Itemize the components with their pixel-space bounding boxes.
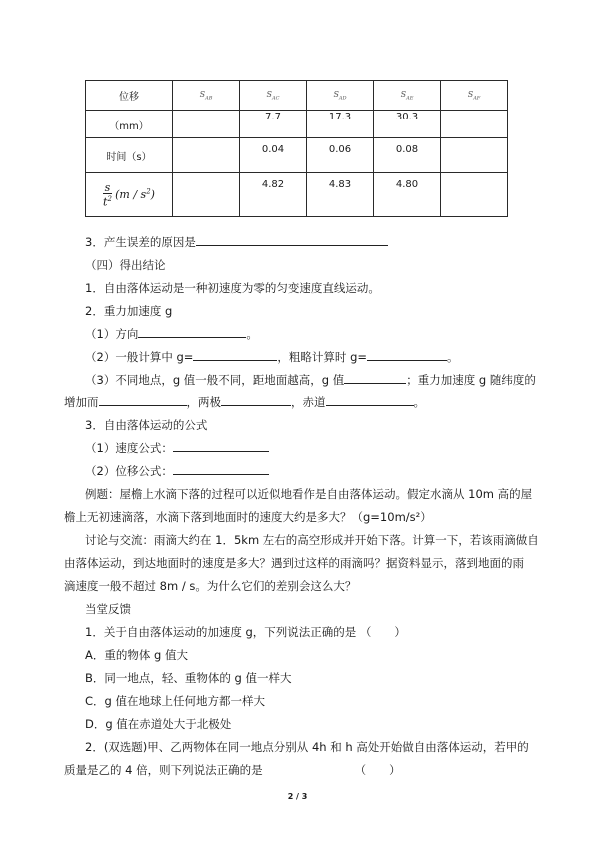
answer-blank xyxy=(326,394,414,406)
symbol-cell: $S_{AD}$ xyxy=(307,81,374,111)
answer-blank xyxy=(193,349,277,361)
option-a: A．重的物体 g 值大 xyxy=(85,648,188,662)
formula-heading: 3．自由落体运动的公式 xyxy=(85,418,208,432)
section-heading: （四）得出结论 xyxy=(85,258,166,272)
symbol-cell: $S_{AB}$ xyxy=(173,81,240,111)
option-c: C．g 值在地球上任何地方都一样大 xyxy=(85,694,265,708)
question-2-line-2: 质量是乙的 4 倍，则下列说法正确的是 （ ） xyxy=(64,763,401,777)
feedback-heading: 当堂反馈 xyxy=(85,602,131,616)
conclusion-2-heading: 2．重力加速度 g xyxy=(85,304,173,318)
empty-cell xyxy=(173,173,240,217)
answer-blank xyxy=(344,372,406,384)
empty-cell xyxy=(173,111,240,138)
displacement-label: 位移 xyxy=(86,81,173,111)
conclusion-1: 1．自由落体运动是一种初速度为零的匀变速度直线运动。 xyxy=(85,281,380,295)
symbol-cell: $S_{AC}$ xyxy=(240,81,307,111)
symbol-cell: $S_{AF}$ xyxy=(441,81,508,111)
ratio-label xyxy=(86,173,173,217)
answer-blank xyxy=(367,349,447,361)
option-b: B．同一地点，轻、重物体的 g 值一样大 xyxy=(85,671,292,685)
empty-cell xyxy=(441,173,508,217)
ratio-unit: $(m / s^2)$ xyxy=(115,187,155,202)
empty-cell xyxy=(441,111,508,138)
time-cell: 0.06 xyxy=(307,138,374,173)
g-variation-line: （3）不同地点，g 值一般不同，距地面越高，g 值 ；重力加速度 g 随纬度的 xyxy=(85,373,536,387)
example-line-2: 檐上无初速滴落，水滴下落到地面时的速度大约是多大？（g=10m/s²） xyxy=(64,510,432,524)
answer-blank xyxy=(221,394,291,406)
discussion-line-1: 讨论与交流：雨滴大约在 1．5km 左右的高空形成并开始下落。计算一下，若该雨滴做自 xyxy=(85,533,539,547)
discussion-line-3: 滴速度一般不超过 8m / s。为什么它们的差别会这么大？ xyxy=(64,579,357,593)
velocity-formula-line: （1）速度公式： xyxy=(85,440,269,456)
time-label: 时间（s） xyxy=(86,138,173,173)
answer-blank xyxy=(173,463,269,475)
displacement-cell: 7.7 xyxy=(240,111,307,138)
answer-blank xyxy=(138,326,246,338)
error-cause-line: 3．产生误差的原因是 xyxy=(85,234,388,250)
example-line-1: 例题：屋檐上水滴下落的过程可以近似地看作是自由落体运动。假定水滴从 10m 高的屋 xyxy=(85,487,533,501)
ratio-cell: 4.80 xyxy=(374,173,441,217)
question-1: 1．关于自由落体运动的加速度 g，下列说法正确的是 （ ） xyxy=(85,625,406,639)
data-table xyxy=(85,80,508,217)
discussion-line-2: 由落体运动，到达地面时的速度是多大？遇到过这样的雨滴吗？据资料显示，落到地面的雨 xyxy=(64,556,524,570)
unit-mm-label: （mm） xyxy=(86,111,173,138)
direction-line: （1）方向 。 xyxy=(85,327,258,341)
page-number: 2 / 3 xyxy=(287,792,308,801)
s-over-t2-fraction: $\frac{s}{t^2}$ xyxy=(103,180,112,209)
displacement-cell: 17.3 xyxy=(307,111,374,138)
empty-cell xyxy=(441,138,508,173)
question-2-line-1: 2．(双选题)甲、乙两物体在同一地点分别从 4h 和 h 高处开始做自由落体运动，若甲的 xyxy=(85,740,529,754)
symbol-cell: $S_{AE}$ xyxy=(374,81,441,111)
ratio-cell: 4.82 xyxy=(240,173,307,217)
g-value-line: （2）一般计算中 g= ，粗略计算时 g= 。 xyxy=(85,350,459,364)
latitude-line: 增加而 ，两极 ，赤道 。 xyxy=(64,395,425,409)
ratio-cell: 4.83 xyxy=(307,173,374,217)
answer-blank xyxy=(99,394,187,406)
option-d: D．g 值在赤道处大于北极处 xyxy=(85,717,232,731)
empty-cell xyxy=(173,138,240,173)
displacement-cell: 30.3 xyxy=(374,111,441,138)
displacement-formula-line: （2）位移公式： xyxy=(85,463,269,479)
time-cell: 0.08 xyxy=(374,138,441,173)
time-cell: 0.04 xyxy=(240,138,307,173)
answer-blank xyxy=(173,440,269,452)
answer-blank xyxy=(196,234,388,246)
